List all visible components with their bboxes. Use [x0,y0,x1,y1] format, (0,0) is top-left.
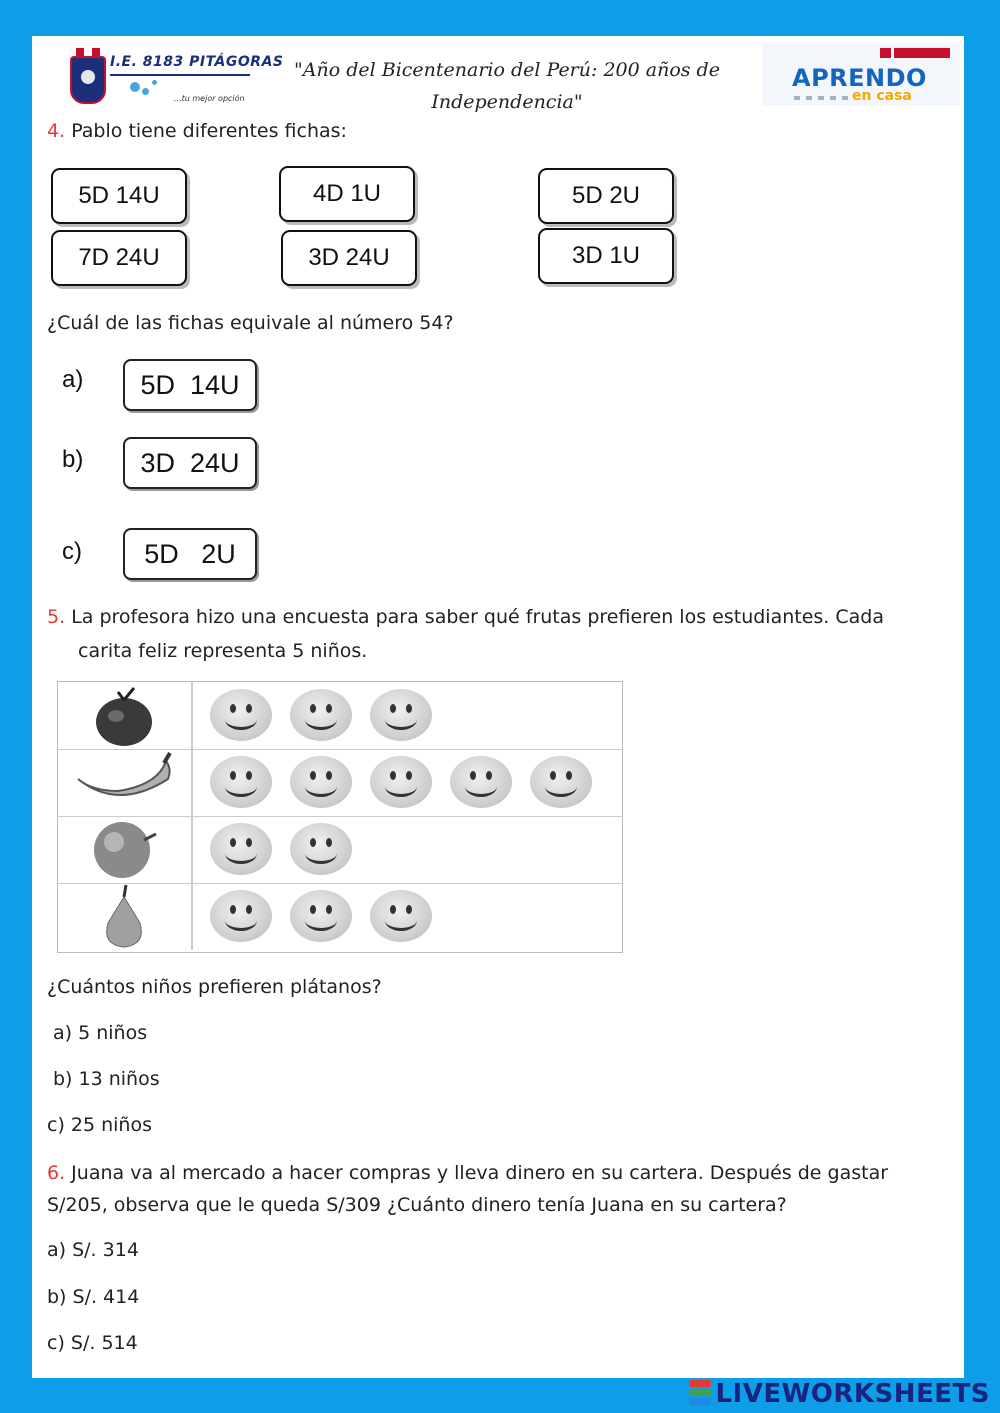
q5-option-b[interactable]: b) 13 niños [53,1068,160,1090]
q6-text-line1: Juana va al mercado a hacer compras y lleva dinero en su cartera. Después de gastar [65,1162,889,1184]
smiley-face-icon [530,756,592,808]
q5-text-line2: carita feliz representa 5 niños. [78,640,368,662]
logo-dots [794,96,850,100]
liveworksheets-brand: LIVEWORKSHEETS [715,1379,990,1409]
q4-option-b[interactable]: 3D 24U [123,437,257,489]
chip-4d-1u: 4D 1U [279,166,415,222]
liveworksheets-icon [689,1380,711,1406]
chip-3d-24u: 3D 24U [281,230,417,286]
government-logo-icon [880,48,950,58]
pictograph-row-pear [58,883,622,950]
tomato-icon [58,682,191,749]
smiley-face-icon [290,689,352,741]
worksheet-page [32,36,964,1378]
smiley-face-icon [290,890,352,942]
q6-number: 6. [47,1162,66,1184]
school-name: I.E. 8183 PITÁGORAS [110,54,284,70]
q5-statement [47,606,884,628]
orange-icon [58,816,191,883]
smiley-face-icon [210,689,272,741]
smiley-face-icon [370,890,432,942]
q6-option-b[interactable]: b) S/. 414 [47,1286,140,1308]
bubbles-icon [130,80,170,100]
chip-7d-24u: 7D 24U [51,230,187,286]
q4-statement [47,120,347,142]
school-tagline: ...tu mejor opción [174,94,245,103]
smiley-face-icon [210,890,272,942]
smiley-face-icon [370,756,432,808]
q4-option-b-label: b) [62,446,84,473]
smiley-face-icon [290,756,352,808]
chip-5d-2u: 5D 2U [538,168,674,224]
smiley-face-icon [210,823,272,875]
fruit-pictograph [57,681,623,953]
q4-option-a[interactable]: 5D 14U [123,359,257,411]
smiley-face-icon [290,823,352,875]
q5-number: 5. [47,606,66,628]
q5-option-a[interactable]: a) 5 niños [53,1022,148,1044]
aprendo-title: APRENDO [792,64,927,92]
chip-3d-1u: 3D 1U [538,228,674,284]
pear-icon [58,883,191,950]
q4-text: Pablo tiene diferentes fichas: [71,120,347,142]
aprendo-subtitle: en casa [852,88,912,104]
q5-option-c[interactable]: c) 25 niños [47,1114,153,1136]
q6-option-a[interactable]: a) S/. 314 [47,1239,139,1261]
q6-text-line2: S/205, observa que le queda S/309 ¿Cuánto dinero tenía Juana en su cartera? [47,1194,787,1216]
smiley-face-icon [210,756,272,808]
q4-question: ¿Cuál de las fichas equivale al número 54? [47,312,454,334]
smiley-face-icon [450,756,512,808]
header-quote: "Año del Bicentenario del Perú: 200 años de Independencia" [294,59,720,113]
q4-option-c[interactable]: 5D 2U [123,528,257,580]
school-logo [70,52,284,114]
q4-option-a-label: a) [62,366,84,393]
aprendo-en-casa-logo [762,44,960,106]
pictograph-row-banana [58,749,622,817]
banana-icon [58,749,191,816]
liveworksheets-logo[interactable] [689,1379,990,1409]
q6-option-c[interactable]: c) S/. 514 [47,1332,138,1354]
logo-underline [110,74,250,76]
q4-number: 4. [47,120,66,142]
pictograph-row-orange [58,816,622,884]
q4-option-c-label: c) [62,538,82,565]
smiley-face-icon [370,689,432,741]
q5-text-line1: La profesora hizo una encuesta para saber qué frutas prefieren los estudiantes. Cada [71,606,884,628]
q6-statement [47,1162,888,1184]
q5-question: ¿Cuántos niños prefieren plátanos? [47,976,382,998]
pictograph-row-tomato [58,682,622,750]
school-crest-icon [70,56,106,104]
chip-5d-14u: 5D 14U [51,168,187,224]
